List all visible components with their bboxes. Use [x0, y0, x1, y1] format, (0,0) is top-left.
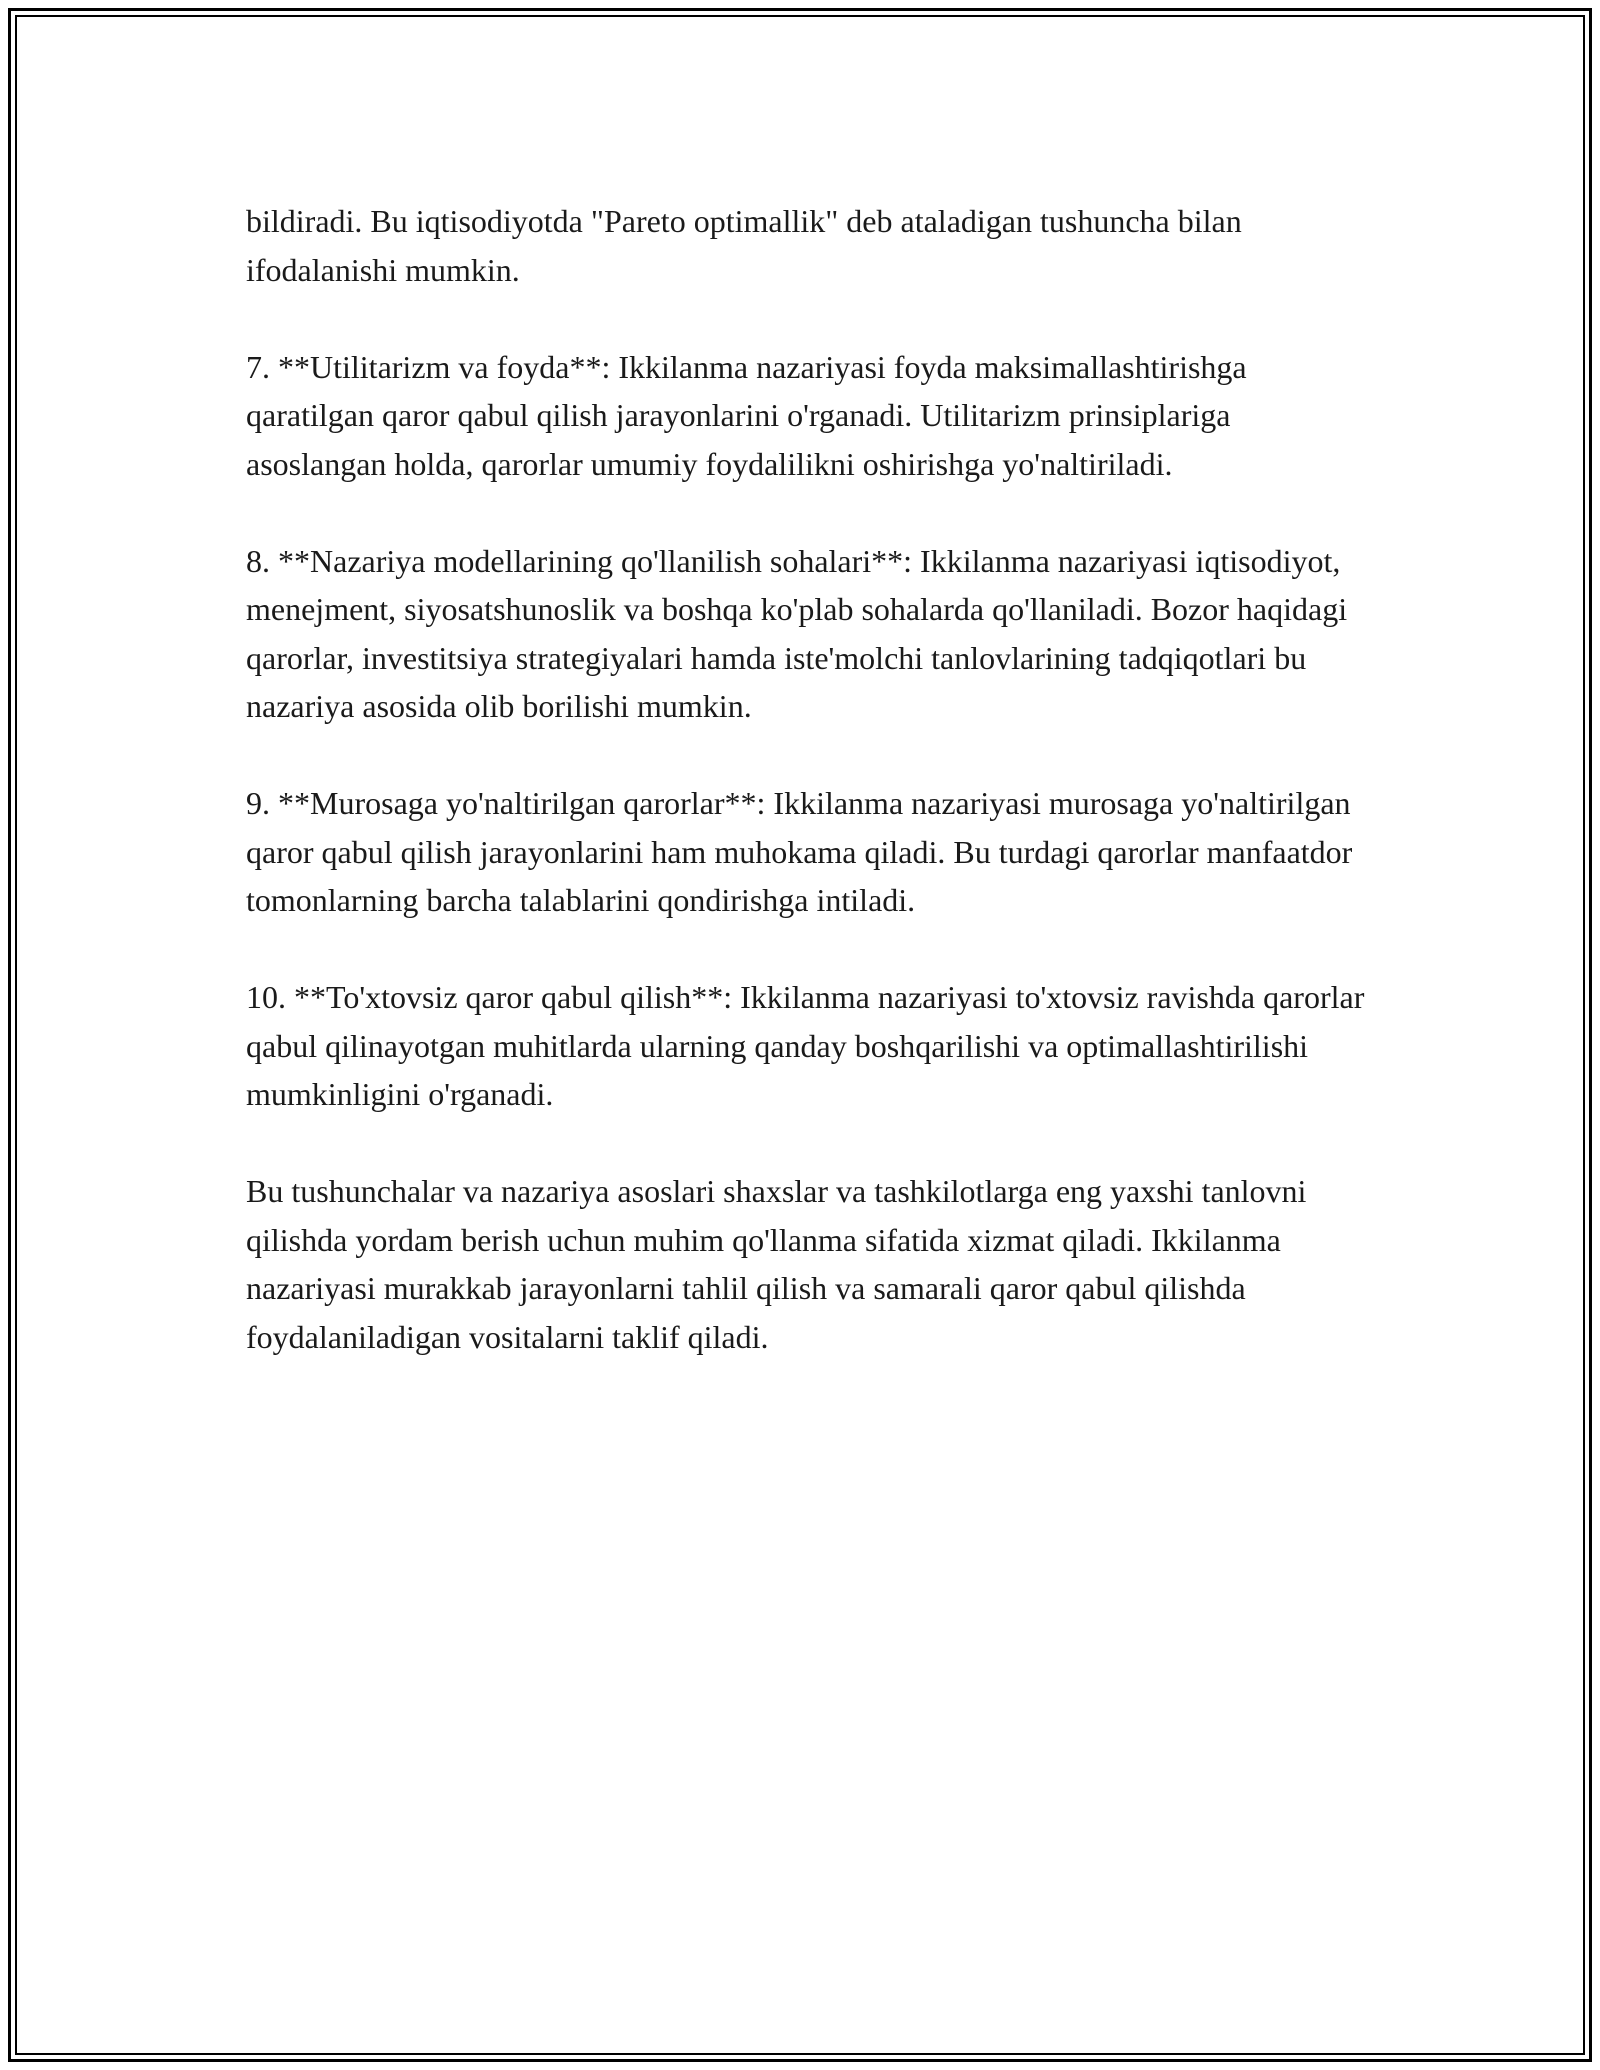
paragraph-item-9: 9. **Murosaga yo'naltirilgan qarorlar**: Ikkilanma nazariyasi murosaga yo'naltirilgan qaror qabul qilish jarayonlarini ham muhokama qiladi. Bu turdagi qarorlar manfaatdor tomonlarning barcha talablarini qondirishga intiladi.	[246, 785, 1353, 918]
paragraph-continuation: bildiradi. Bu iqtisodiyotda "Pareto optimallik" deb ataladigan tushuncha bilan ifodalanishi mumkin.	[246, 203, 1242, 288]
paragraph-item-7: 7. **Utilitarizm va foyda**: Ikkilanma nazariyasi foyda maksimallashtirishga qaratilgan qaror qabul qilish jarayonlarini o'rganadi. Utilitarizm prinsiplariga asoslangan holda, qarorlar umumiy foydalilikni oshirishga yo'naltiriladi.	[246, 348, 1247, 482]
paragraph-item-8: 8. **Nazariya modellarining qo'llanilish sohalari**: Ikkilanma nazariyasi iqtisodiyot, menejment, siyosatshunoslik va boshqa ko'plab sohalarda qo'llaniladi. Bozor haqidagi qarorlar, investitsiya strategiyalari hamda iste'molchi tanlovlarining tadqiqotlari bu nazariya asosida olib borilishi mumkin.	[246, 542, 1348, 724]
document-body	[246, 197, 1376, 1361]
paragraph-conclusion: Bu tushunchalar va nazariya asoslari shaxslar va tashkilotlarga eng yaxshi tanlovni qilishda yordam berish uchun muhim qo'llanma sifatida xizmat qiladi. Ikkilanma nazariyasi murakkab jarayonlarni tahlil qilish va samarali qaror qabul qilishda foydalaniladigan vositalarni taklif qiladi.	[246, 1173, 1307, 1355]
page-frame	[8, 8, 1592, 2062]
paragraph-item-10: 10. **To'xtovsiz qaror qabul qilish**: Ikkilanma nazariyasi to'xtovsiz ravishda qarorlar qabul qilinayotgan muhitlarda ularning qanday boshqarilishi va optimallashtirilishi mumkinligini o'rganadi.	[246, 979, 1365, 1112]
